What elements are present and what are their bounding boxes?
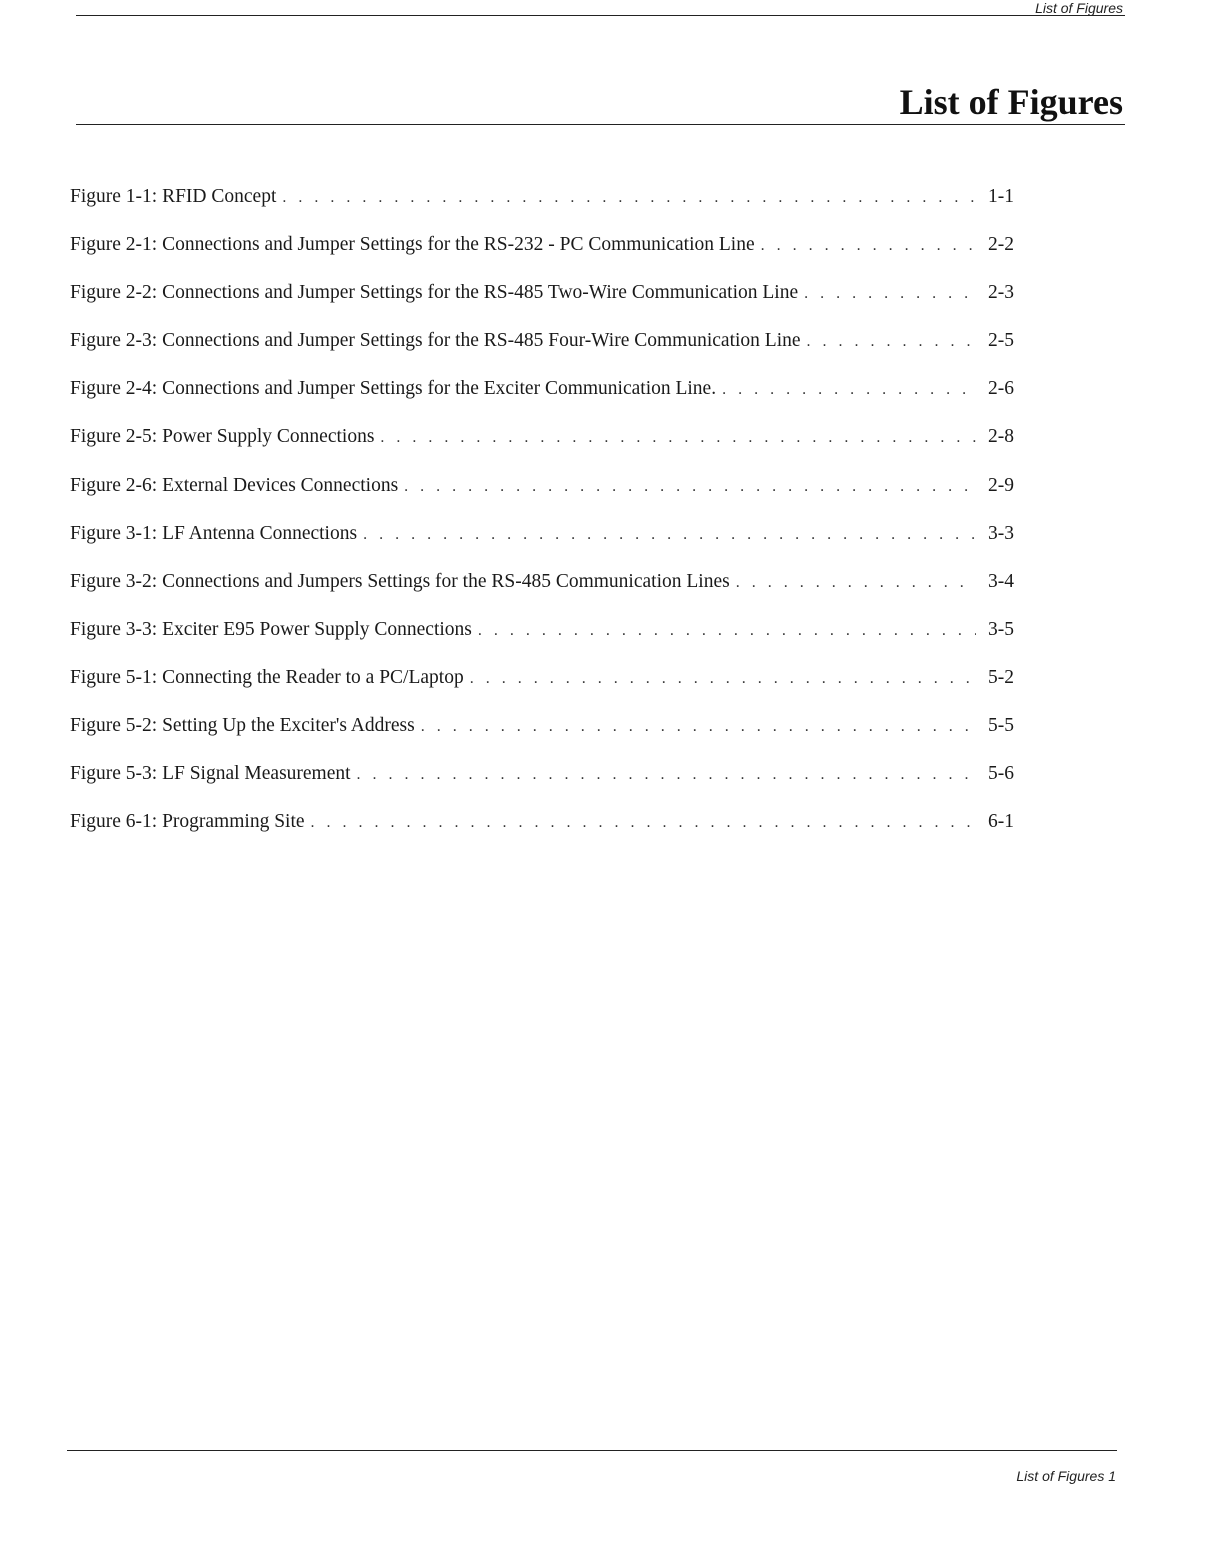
figure-entry-page: 5-6 — [988, 763, 1014, 785]
figure-entry[interactable] — [70, 234, 1014, 282]
figure-entry-label: Figure 3-2: Connections and Jumpers Settings for the RS-485 Communication Lines — [70, 570, 730, 592]
figure-entry-page: 2-3 — [988, 282, 1014, 304]
figure-entry-page: 2-2 — [988, 234, 1014, 256]
figure-entry-label: Figure 2-3: Connections and Jumper Settings for the RS-485 Four-Wire Communication Line — [70, 330, 801, 352]
figure-entry-page: 5-2 — [988, 666, 1014, 688]
header-rule — [76, 15, 1125, 16]
dot-leader — [722, 381, 976, 399]
figure-entry-label: Figure 2-5: Power Supply Connections — [70, 426, 375, 448]
dot-leader — [282, 189, 976, 207]
dot-leader — [357, 766, 976, 784]
figure-entry[interactable] — [70, 475, 1014, 523]
figure-entry-label: Figure 1-1: RFID Concept — [70, 186, 277, 207]
dot-leader — [761, 237, 976, 255]
figure-entry-label: Figure 2-1: Connections and Jumper Settings for the RS-232 - PC Communication Line — [70, 234, 755, 256]
figure-entry-label: Figure 5-2: Setting Up the Exciter's Address — [70, 715, 415, 737]
title-rule — [76, 124, 1125, 125]
figure-entry[interactable] — [70, 619, 1014, 667]
figure-entry[interactable] — [70, 186, 1014, 234]
figure-entry-label: Figure 2-6: External Devices Connections — [70, 474, 399, 496]
dot-leader — [807, 333, 976, 351]
dot-leader — [470, 670, 976, 688]
footer-rule — [67, 1450, 1117, 1451]
dot-leader — [363, 526, 976, 544]
figure-entry-label: Figure 2-4: Connections and Jumper Settings for the Exciter Communication Line. — [70, 378, 717, 400]
dot-leader — [804, 285, 976, 303]
figure-entry[interactable] — [70, 763, 1014, 811]
figure-entry-page: 5-5 — [988, 715, 1014, 737]
figure-entry-page: 2-8 — [988, 426, 1014, 448]
figure-entry[interactable] — [70, 667, 1014, 715]
figure-entry[interactable] — [70, 523, 1014, 571]
figure-entry-page: 3-5 — [988, 618, 1014, 640]
running-header: List of Figures — [1035, 0, 1123, 16]
figure-entry-label: Figure 6-1: Programming Site — [70, 811, 305, 833]
dot-leader — [404, 478, 976, 496]
dot-leader — [421, 718, 976, 736]
figure-entry-page: 3-3 — [988, 522, 1014, 544]
dot-leader — [736, 574, 976, 592]
figure-entry-label: Figure 5-1: Connecting the Reader to a PC/Laptop — [70, 666, 464, 688]
figure-entry-page: 3-4 — [988, 570, 1014, 592]
figure-entry-page: 2-9 — [988, 474, 1014, 496]
figure-entry-label: Figure 5-3: LF Signal Measurement — [70, 763, 351, 785]
figure-entry[interactable] — [70, 282, 1014, 330]
figure-entry[interactable] — [70, 571, 1014, 619]
dot-leader — [478, 622, 976, 640]
figure-list — [70, 186, 1014, 859]
dot-leader — [311, 814, 976, 832]
page-title: List of Figures — [899, 82, 1123, 122]
dot-leader — [380, 429, 976, 447]
figure-entry-label: Figure 2-2: Connections and Jumper Settings for the RS-485 Two-Wire Communication Line — [70, 282, 799, 304]
figure-entry[interactable] — [70, 426, 1014, 474]
figure-entry-page: 1-1 — [988, 186, 1014, 207]
figure-entry[interactable] — [70, 330, 1014, 378]
figure-entry[interactable] — [70, 715, 1014, 763]
figure-entry-label: Figure 3-1: LF Antenna Connections — [70, 522, 358, 544]
figure-entry[interactable] — [70, 378, 1014, 426]
figure-entry-page: 2-5 — [988, 330, 1014, 352]
figure-entry-page: 6-1 — [988, 811, 1014, 833]
page-footer: List of Figures 1 — [1016, 1468, 1116, 1484]
figure-entry-page: 2-6 — [988, 378, 1014, 400]
figure-entry[interactable] — [70, 811, 1014, 859]
figure-entry-label: Figure 3-3: Exciter E95 Power Supply Connections — [70, 618, 472, 640]
